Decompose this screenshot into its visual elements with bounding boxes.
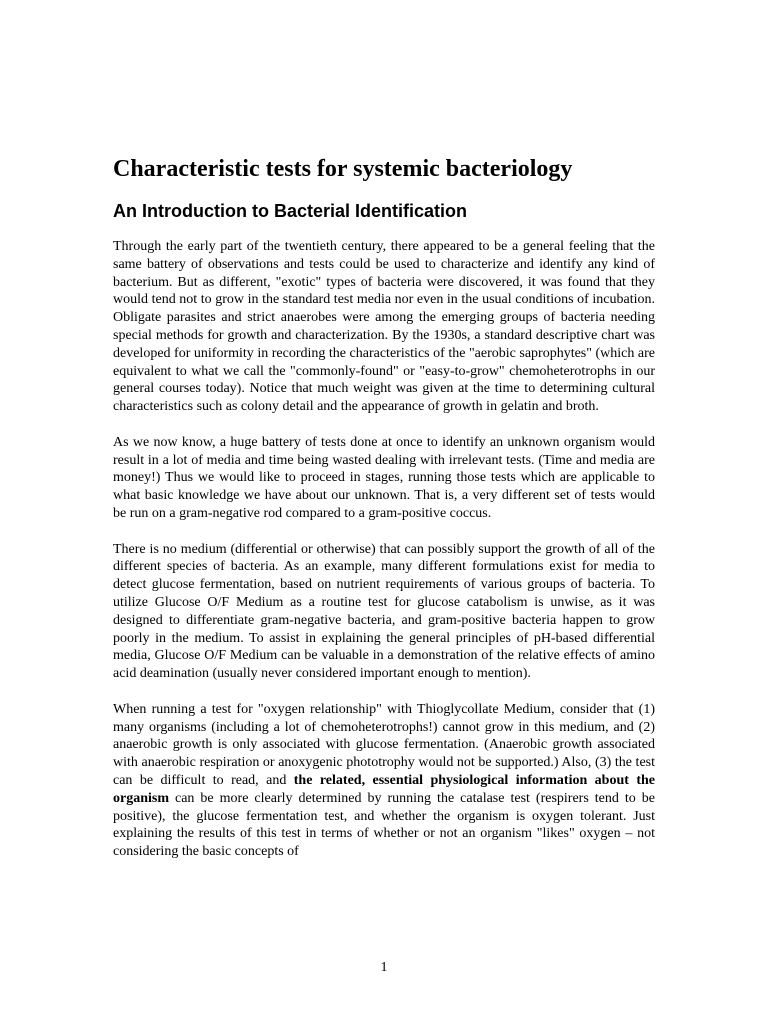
page-content xyxy=(113,153,655,861)
paragraph-4 xyxy=(113,701,655,861)
paragraph-3: There is no medium (differential or otherwise) that can possibly support the growth of all of the different species of bacteria. As an example, many different formulations exist for media to detect glucose fermentation, based on nutrient requirements of various groups of bacteria. To utilize Glucose O/F Medium as a routine test for glucose catabolism is unwise, as it was designed to differentiate gram-negative bacteria, and gram-positive bacteria happen to grow poorly in the medium. To assist in explaining the general principles of pH-based differential media, Glucose O/F Medium can be valuable in a demonstration of the relative effects of amino acid deamination (usually never considered important enough to mention). xyxy=(113,541,655,682)
document-subtitle: An Introduction to Bacterial Identification xyxy=(113,201,468,221)
paragraph-4-text-end: can be more clearly determined by running the catalase test (respirers tend to be positive), the glucose fermentation test, and whether the organism is oxygen tolerant. Just explaining the results of this test in terms of whether or not an organism "likes" oxygen – not considering the basic concepts of xyxy=(113,790,655,860)
paragraph-4-text-start: When running a test for "oxygen relationship" with Thioglycollate Medium, consider that (1) many organisms (including a lot of chemoheterotrophs!) cannot grow in this medium, and (2) anaerobic growth is only associated with glucose fermentation. (Anaerobic growth associated with anaerobic respiration or anoxygenic phototrophy would not be supported.) Also, (3) the test can be difficult to read, and xyxy=(113,701,655,788)
paragraph-1: Through the early part of the twentieth century, there appeared to be a general feeling that the same battery of observations and tests could be used to characterize and identify any kind of bacterium. But as different, "exotic" types of bacteria were discovered, it was found that they would tend not to grow in the standard test media nor even in the usual conditions of incubation. Obligate parasites and strict anaerobes were among the emerging groups of bacteria needing special methods for growth and characterization. By the 1930s, a standard descriptive chart was developed for uniformity in recording the characteristics of the "aerobic saprophytes" (which are equivalent to what we call the "commonly-found" or "easy-to-grow" chemoheterotrophs in our general courses today). Notice that much weight was given at the time to determining cultural characteristics such as colony detail and the appearance of growth in gelatin and broth. xyxy=(113,239,655,415)
page-number: 1 xyxy=(380,960,388,975)
document-title: Characteristic tests for systemic bacteriology xyxy=(113,156,573,182)
paragraph-2: As we now know, a huge battery of tests done at once to identify an unknown organism would result in a lot of media and time being wasted dealing with irrelevant tests. (Time and media are money!) Thus we would like to proceed in stages, running those tests which are applicable to what basic knowledge we have about our unknown. That is, a very different set of tests would be run on a gram-negative rod compared to a gram-positive coccus. xyxy=(113,434,655,521)
paragraph-4-bold-emphasis: the related, essential physiological information about the organism xyxy=(113,772,655,806)
